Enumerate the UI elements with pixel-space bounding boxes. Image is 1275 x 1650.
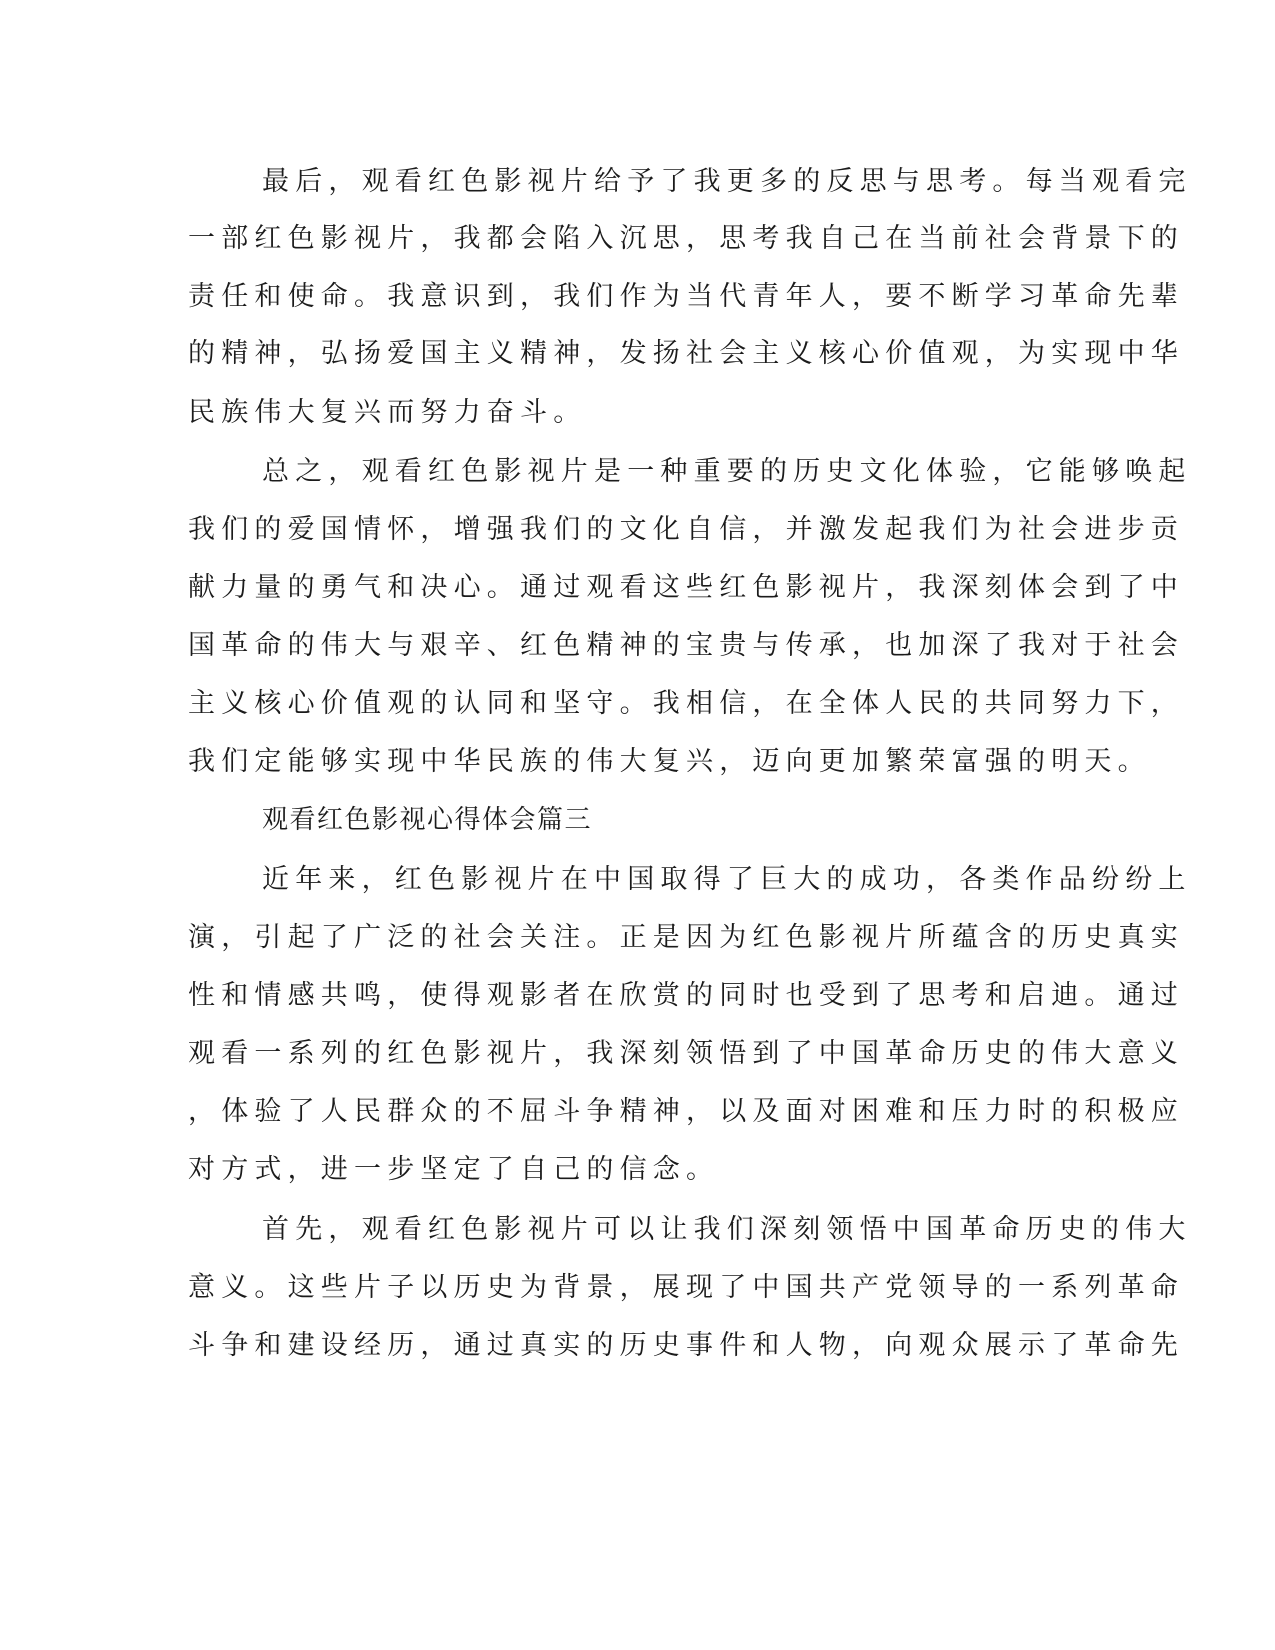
paragraph-line: 总之，观看红色影视片是一种重要的历史文化体验，它能够唤起 xyxy=(262,456,1192,487)
paragraph-line: 的精神，弘扬爱国主义精神，发扬社会主义核心价值观，为实现中华 xyxy=(188,338,1184,369)
paragraph-line: 斗争和建设经历，通过真实的历史事件和人物，向观众展示了革命先 xyxy=(188,1330,1184,1361)
paragraph-line: ，体验了人民群众的不屈斗争精神，以及面对困难和压力时的积极应 xyxy=(188,1096,1184,1127)
paragraph-line: 性和情感共鸣，使得观影者在欣赏的同时也受到了思考和启迪。通过 xyxy=(188,980,1184,1011)
paragraph-line: 献力量的勇气和决心。通过观看这些红色影视片，我深刻体会到了中 xyxy=(188,572,1184,603)
paragraph-line: 责任和使命。我意识到，我们作为当代青年人，要不断学习革命先辈 xyxy=(188,281,1184,312)
paragraph-line: 一部红色影视片，我都会陷入沉思，思考我自己在当前社会背景下的 xyxy=(188,223,1184,254)
paragraph-line: 首先，观看红色影视片可以让我们深刻领悟中国革命历史的伟大 xyxy=(262,1214,1192,1245)
paragraph-line: 主义核心价值观的认同和坚守。我相信，在全体人民的共同努力下， xyxy=(188,688,1184,719)
paragraph-line: 最后，观看红色影视片给予了我更多的反思与思考。每当观看完 xyxy=(262,166,1192,197)
paragraph-line: 对方式，进一步坚定了自己的信念。 xyxy=(188,1154,720,1185)
paragraph-line: 演，引起了广泛的社会关注。正是因为红色影视片所蕴含的历史真实 xyxy=(188,922,1184,953)
paragraph-line: 我们的爱国情怀，增强我们的文化自信，并激发起我们为社会进步贡 xyxy=(188,514,1184,545)
paragraph-line: 意义。这些片子以历史为背景，展现了中国共产党领导的一系列革命 xyxy=(188,1272,1184,1303)
paragraph-line: 民族伟大复兴而努力奋斗。 xyxy=(188,397,587,428)
paragraph-line: 我们定能够实现中华民族的伟大复兴，迈向更加繁荣富强的明天。 xyxy=(188,746,1151,777)
section-heading: 观看红色影视心得体会篇三 xyxy=(262,805,593,835)
paragraph-line: 观看一系列的红色影视片，我深刻领悟到了中国革命历史的伟大意义 xyxy=(188,1038,1184,1069)
paragraph-line: 近年来，红色影视片在中国取得了巨大的成功，各类作品纷纷上 xyxy=(262,864,1192,895)
paragraph-line: 国革命的伟大与艰辛、红色精神的宝贵与传承，也加深了我对于社会 xyxy=(188,630,1184,661)
